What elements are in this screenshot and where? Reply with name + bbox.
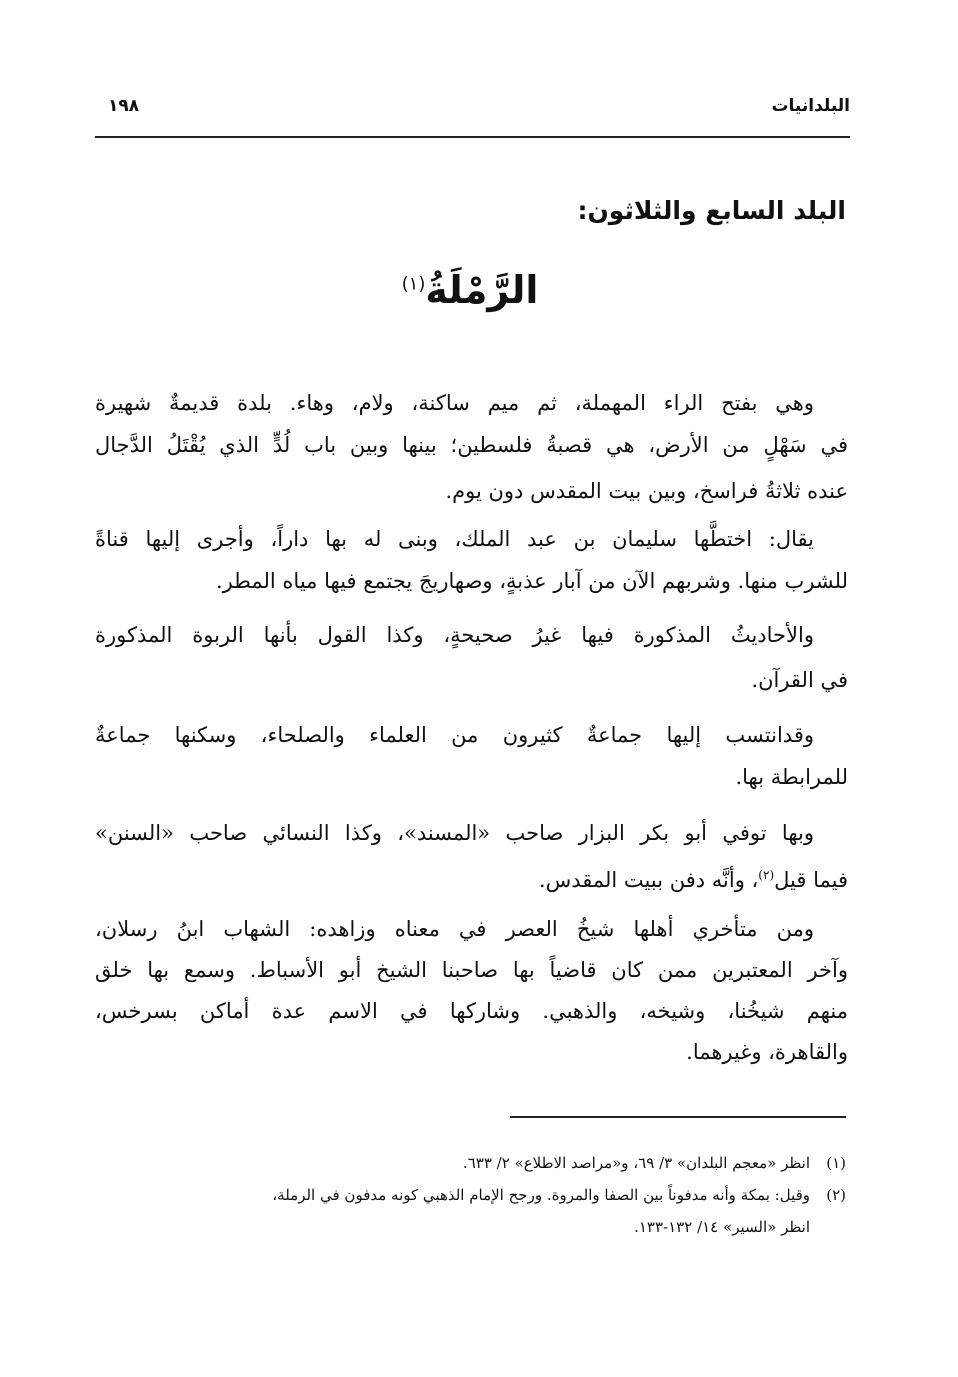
footnote-text: انظر «معجم البلدان» ٣/ ٦٩، و«مراصد الاطلاع» ٢/ ٦٣٣.	[462, 1154, 810, 1172]
footnote-number: (٢)	[826, 1186, 846, 1204]
body-line: ومن متأخري أهلها شيخُ العصر في معناه وزاهده: الشهاب ابنُ رسلان،	[95, 917, 814, 941]
body-line: للمرابطة بها.	[735, 765, 848, 789]
footnote-number: (١)	[826, 1154, 846, 1172]
body-line: وقدانتسب إليها جماعةٌ كثيرون من العلماء والصلحاء، وسكنها جماعةٌ	[95, 723, 814, 747]
body-line: يقال: اختطَّها سليمان بن عبد الملك، وبنى له بها داراً، وأجرى إليها قناةً	[95, 527, 814, 551]
body-line: منهم شيخُنا، وشيخه، والذهبي. وشاركها في الاسم عدة أماكن بسرخس،	[95, 999, 848, 1023]
body-line: وآخر المعتبرين ممن كان قاضياً بها صاحبنا الشيخ أبو الأسباط. وسمع بها خلق	[95, 958, 848, 982]
footnote-text: وقيل: بمكة وأنه مدفوناً بين الصفا والمروة. ورجح الإمام الذهبي كونه مدفون في الرملة،	[272, 1186, 810, 1204]
body-line: للشرب منها. وشربهم الآن من آبار عذبةٍ، وصهاريجَ يجتمع فيها مياه المطر.	[215, 569, 848, 593]
footnote-2	[272, 1184, 846, 1206]
body-line: وبها توفي أبو بكر البزار صاحب «المسند»، وكذا النسائي صاحب «السنن»	[95, 821, 814, 845]
body-line-text: فيما قيل	[774, 868, 848, 892]
section-heading: البلد السابع والثلاثون:	[577, 196, 846, 225]
body-line: والأحاديثُ المذكورة فيها غيرُ صحيحةٍ، وكذا القول بأنها الربوة المذكورة	[95, 623, 814, 647]
place-title-text: الرَّمْلَةُ	[425, 268, 539, 312]
body-line: عنده ثلاثةُ فراسخ، وبين بيت المقدس دون يوم.	[445, 479, 848, 503]
body-line: في القرآن.	[751, 668, 848, 692]
place-title	[0, 268, 940, 312]
footnote-ref-1[interactable]: (١)	[401, 273, 426, 295]
body-line: في سَهْلٍ من الأرض، هي قصبةُ فلسطين؛ بينها وبين باب لُدٍّ الذي يُقْتَلُ الدَّجال	[95, 433, 849, 457]
running-title: البلدانيات	[771, 96, 850, 116]
body-line	[95, 860, 848, 895]
footnote-rule	[510, 1116, 846, 1118]
footnote-1	[463, 1152, 846, 1174]
body-line-text: ، وأنَّه دفن ببيت المقدس.	[538, 868, 759, 892]
footnote-ref-2[interactable]: (٢)	[758, 868, 775, 882]
header-rule	[95, 136, 850, 138]
page-number: ١٩٨	[108, 96, 140, 116]
body-line: والقاهرة، وغيرهما.	[686, 1040, 848, 1064]
body-line: وهي بفتح الراء المهملة، ثم ميم ساكنة، ولام، وهاء. بلدة قديمةٌ شهيرة	[95, 391, 814, 415]
footnote-2-continuation: انظر «السير» ١٤/ ١٣٢-١٣٣.	[634, 1218, 810, 1236]
